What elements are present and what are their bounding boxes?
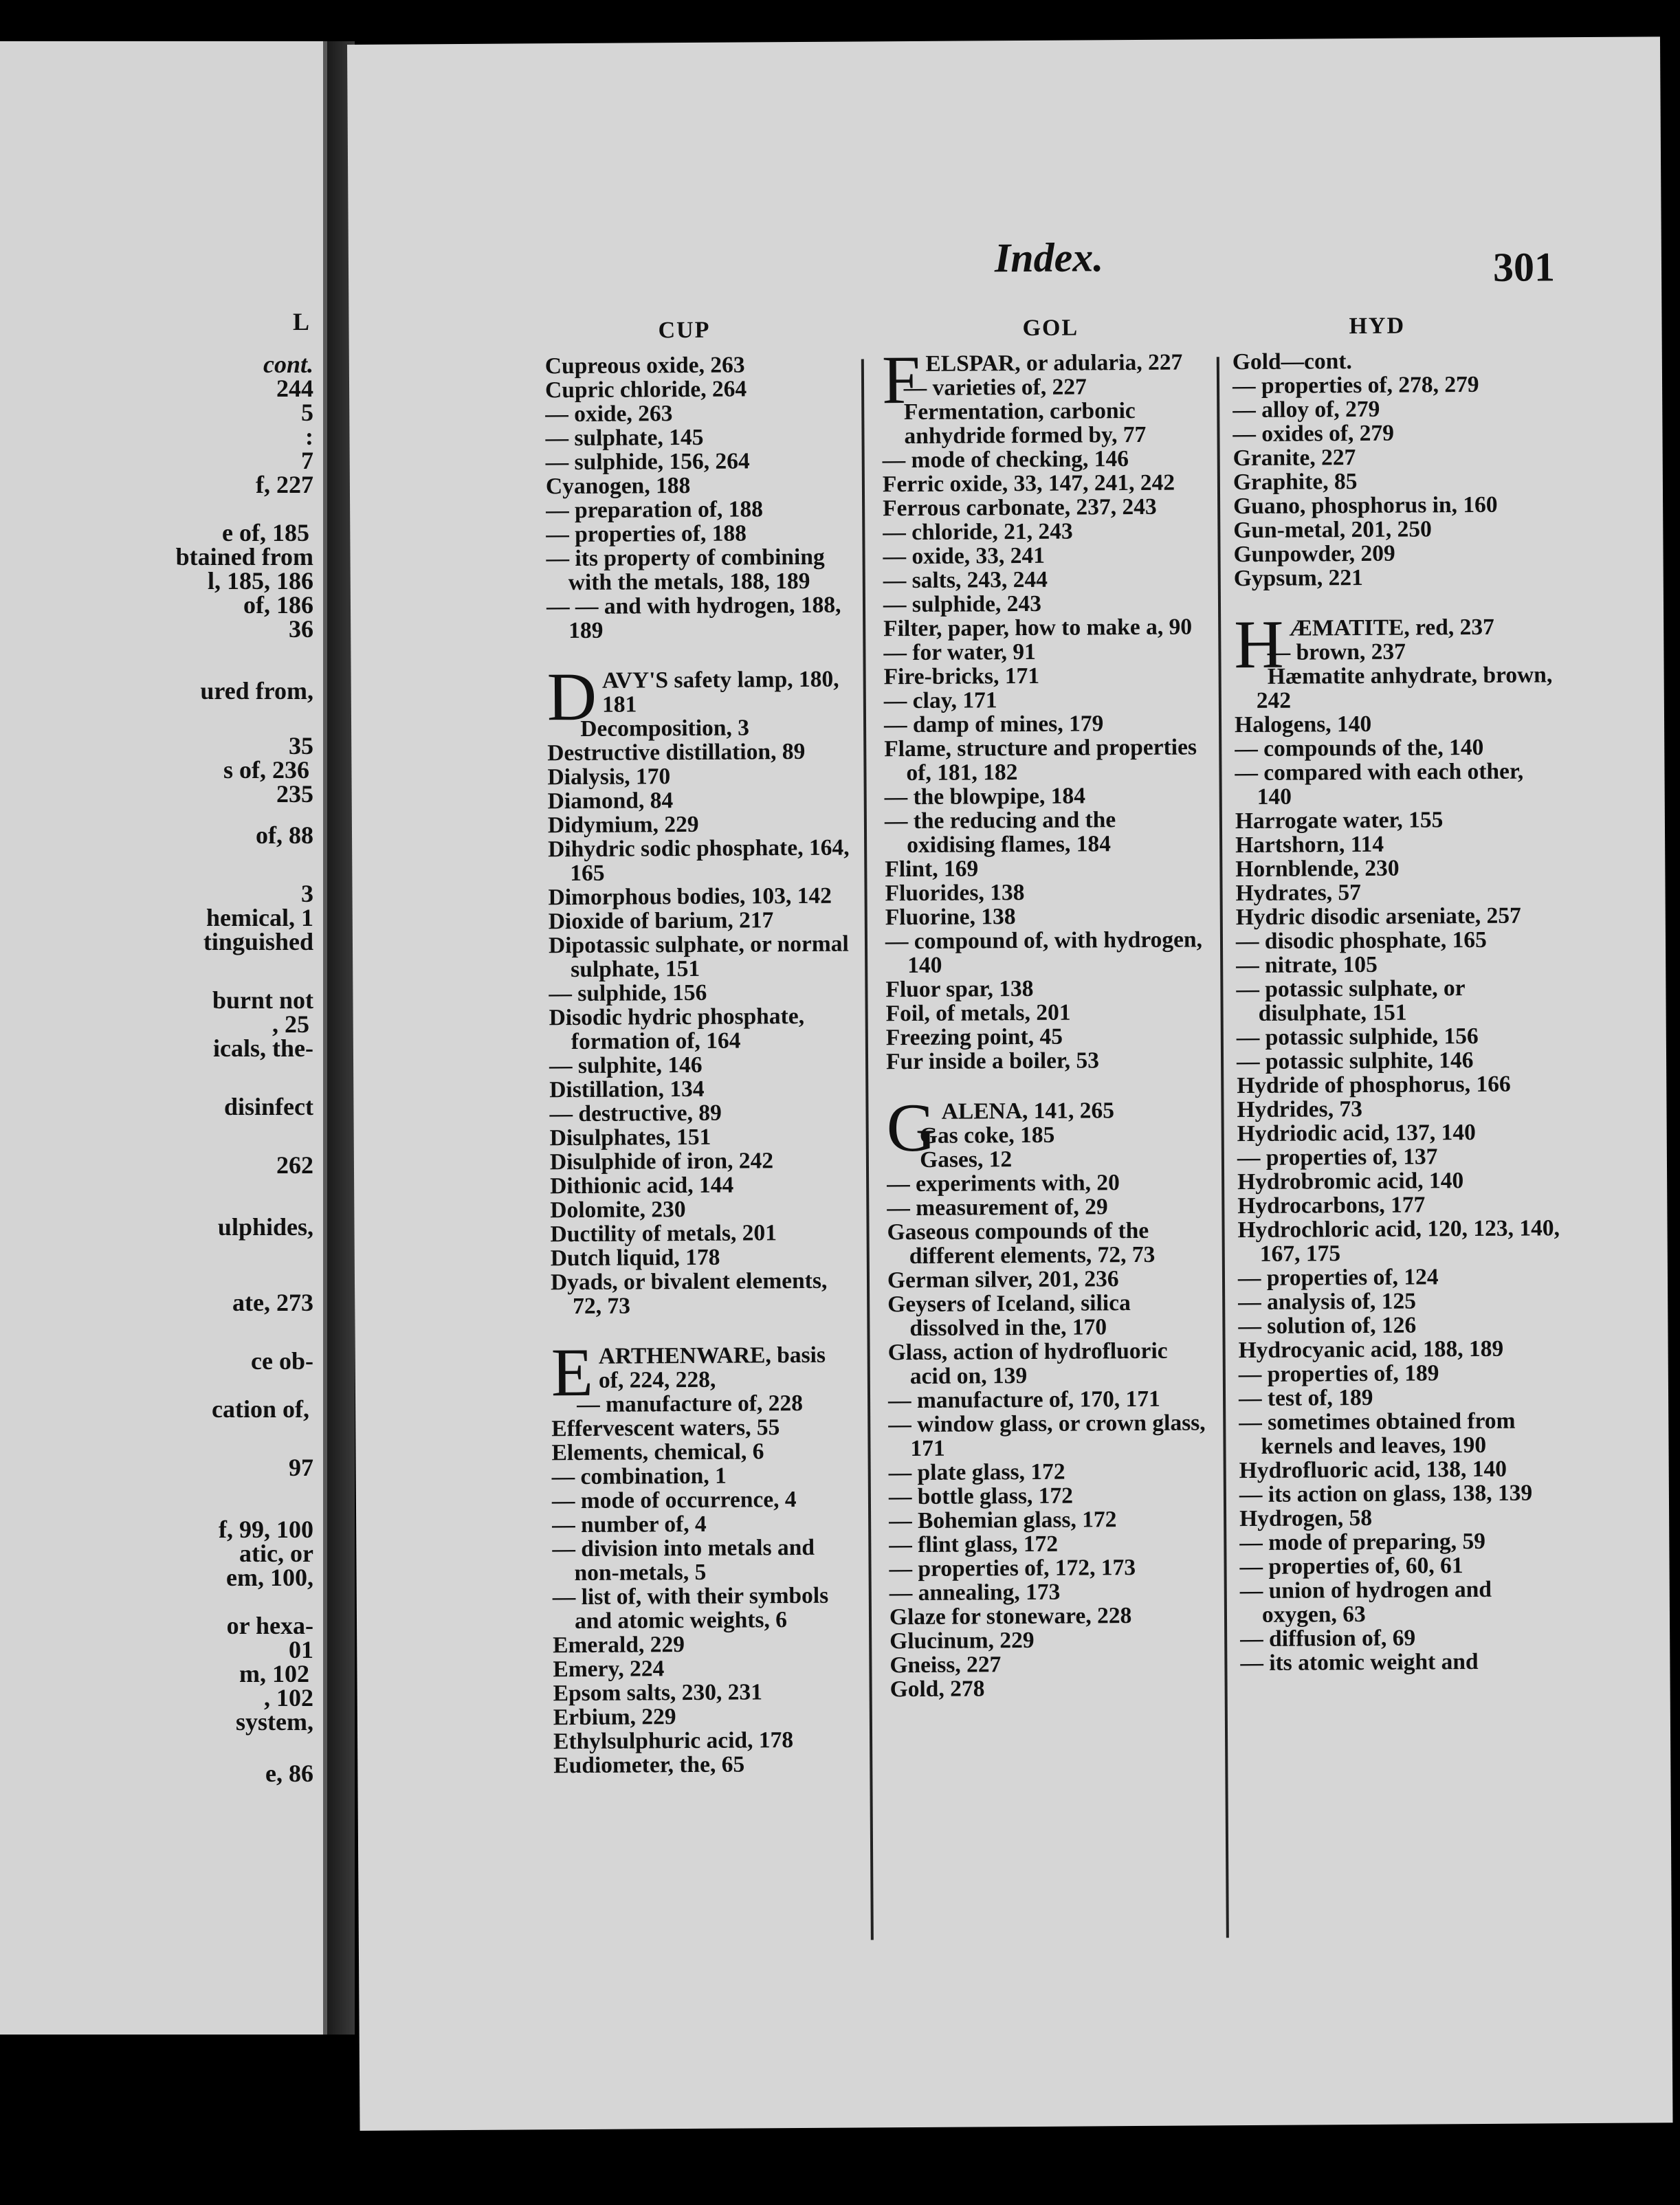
- index-entry: Filter, paper, how to make a, 90: [883, 614, 1193, 642]
- index-entry: Emery, 224: [553, 1656, 665, 1683]
- index-entry: — chloride, 21, 243: [883, 518, 1073, 546]
- previous-page-text: of, 186: [243, 591, 313, 619]
- index-entry: Fire-bricks, 171: [883, 663, 1040, 690]
- index-entry: Dipotassic sulphate, or normal sulphate, 151: [548, 931, 849, 983]
- previous-page-text: 36: [289, 615, 313, 643]
- index-entry: German silver, 201, 236: [887, 1266, 1119, 1294]
- index-entry: — compounds of the, 140: [1235, 734, 1484, 762]
- index-entry: — annealing, 173: [889, 1579, 1061, 1606]
- previous-page-fragment: [0, 41, 327, 2035]
- index-entry: — oxide, 33, 241: [883, 542, 1046, 570]
- previous-page-text: or hexa-: [226, 1612, 313, 1639]
- index-entry: Fluorine, 138: [885, 904, 1016, 931]
- index-entry: Harrogate water, 155: [1235, 807, 1444, 834]
- index-entry: — clay, 171: [883, 687, 997, 714]
- index-entry: — test of, 189: [1238, 1384, 1373, 1412]
- index-entry: — the blowpipe, 184: [884, 783, 1086, 810]
- previous-page-text: atic, or: [239, 1540, 313, 1567]
- previous-page-text: btained from: [175, 543, 313, 570]
- page-number: 301: [1492, 244, 1556, 290]
- previous-page-text: ulphides,: [217, 1213, 313, 1241]
- drop-cap-letter: G: [886, 1089, 937, 1166]
- previous-page-text: 262: [276, 1151, 313, 1179]
- index-entry: — experiments with, 20: [887, 1170, 1120, 1197]
- previous-page-text: ce ob-: [251, 1347, 313, 1375]
- previous-page-text: ured from,: [200, 677, 313, 705]
- previous-page-text: 244: [276, 375, 313, 402]
- index-entry: — alloy of, 279: [1233, 396, 1380, 423]
- index-entry: — bottle glass, 172: [888, 1483, 1074, 1510]
- index-entry: Destructive distillation, 89: [547, 738, 806, 766]
- column-heading-3: HYD: [1349, 313, 1406, 340]
- index-entry: Eudiometer, the, 65: [553, 1751, 745, 1779]
- index-entry: — properties of, 189: [1238, 1360, 1439, 1388]
- drop-cap-letter: F: [881, 341, 920, 419]
- index-entry: — analysis of, 125: [1238, 1288, 1417, 1316]
- index-entry: Gold, 278: [889, 1676, 985, 1703]
- index-entry: Emerald, 229: [553, 1632, 685, 1659]
- index-entry: Gold—cont.: [1232, 348, 1352, 375]
- index-entry: Glass, action of hydrofluoric acid on, 139: [887, 1338, 1168, 1390]
- index-entry: — window glass, or crown glass, 171: [888, 1410, 1206, 1462]
- index-entry: — union of hydrogen and oxygen, 63: [1239, 1576, 1492, 1628]
- index-page: [347, 36, 1673, 2131]
- index-entry: — properties of, 278, 279: [1232, 371, 1479, 399]
- previous-page-text: 7: [301, 447, 313, 474]
- index-entry: — the reducing and the oxidising flames, 184: [884, 807, 1116, 858]
- index-entry: Hydrocyanic acid, 188, 189: [1238, 1336, 1504, 1364]
- index-entry: Flint, 169: [885, 856, 979, 883]
- index-entry: — destructive, 89: [549, 1100, 722, 1127]
- index-entry: — varieties of, 227: [903, 374, 1087, 401]
- previous-page-text: 5: [301, 399, 313, 426]
- index-column-3: [1233, 348, 1564, 1675]
- index-entry: Hydrofluoric acid, 138, 140: [1239, 1456, 1507, 1484]
- index-entry: Hydrocarbons, 177: [1237, 1192, 1426, 1219]
- previous-page-text: cation of,: [212, 1395, 309, 1423]
- index-entry: Hydrobromic acid, 140: [1237, 1168, 1464, 1195]
- previous-page-text: disinfect: [224, 1093, 313, 1120]
- running-head: Index.: [994, 234, 1104, 281]
- letter-section: [1234, 606, 1563, 1676]
- index-entry: Didymium, 229: [547, 811, 699, 839]
- index-entry: Hornblende, 230: [1235, 855, 1400, 883]
- index-entry: — potassic sulphite, 146: [1236, 1048, 1474, 1075]
- index-entry: Fluor spar, 138: [885, 975, 1034, 1003]
- previous-page-text: 235: [276, 780, 313, 808]
- previous-page-text: s of, 236: [223, 756, 309, 784]
- index-entry: — its action on glass, 138, 139: [1239, 1480, 1533, 1508]
- previous-page-text: L: [292, 308, 309, 335]
- index-entry: — mode of occurrence, 4: [551, 1487, 797, 1514]
- previous-page-text: m, 102: [239, 1660, 309, 1687]
- index-entry: — properties of, 188: [546, 520, 747, 548]
- index-entry: — Bohemian glass, 172: [889, 1507, 1117, 1534]
- index-entry: ELSPAR, or adularia, 227: [925, 349, 1183, 377]
- previous-page-text: , 102: [264, 1684, 313, 1711]
- drop-cap-letter: E: [551, 1333, 594, 1411]
- index-entry: Glaze for stoneware, 228: [889, 1603, 1132, 1630]
- index-entry: Disulphates, 151: [549, 1124, 711, 1151]
- letter-section: [881, 341, 1209, 1075]
- index-entry: Dutch liquid, 178: [550, 1244, 720, 1272]
- column-heading-1: CUP: [658, 317, 711, 344]
- index-entry: — its property of combining with the metals, 188, 189: [546, 544, 825, 596]
- index-entry: ÆMATITE, red, 237: [1289, 614, 1494, 641]
- index-entry: Epsom salts, 230, 231: [553, 1679, 763, 1707]
- index-entry: Geysers of Iceland, silica dissolved in the, 170: [887, 1290, 1131, 1342]
- index-entry: Cupreous oxide, 263: [544, 352, 745, 379]
- index-entry: — diffusion of, 69: [1240, 1625, 1416, 1652]
- index-entry: Erbium, 229: [553, 1704, 676, 1731]
- index-entry: — salts, 243, 244: [883, 566, 1048, 594]
- index-entry: Gypsum, 221: [1233, 564, 1363, 592]
- index-entry: — preparation of, 188: [546, 496, 764, 524]
- index-entry: — sulphide, 243: [883, 590, 1042, 618]
- index-entry: — sulphide, 156: [549, 979, 707, 1007]
- index-entry: — measurement of, 29: [887, 1194, 1108, 1221]
- index-entry: — combination, 1: [551, 1463, 727, 1490]
- index-entry: Granite, 227: [1233, 445, 1356, 472]
- index-entry: Cyanogen, 188: [545, 472, 691, 500]
- index-entry: — oxides of, 279: [1233, 420, 1395, 447]
- index-entry: Distillation, 134: [549, 1076, 705, 1103]
- previous-page-text: e, 86: [265, 1760, 313, 1787]
- previous-page-text: f, 227: [256, 471, 313, 498]
- previous-page-text: , 25: [272, 1010, 309, 1038]
- index-entry: — flint glass, 172: [889, 1531, 1059, 1558]
- letter-section: [1233, 348, 1557, 590]
- index-entry: — properties of, 60, 61: [1239, 1553, 1463, 1580]
- index-entry: Cupric chloride, 264: [544, 376, 747, 403]
- index-entry: Hydriodic acid, 137, 140: [1237, 1120, 1476, 1147]
- previous-page-text: 97: [289, 1454, 313, 1481]
- index-entry: Disodic hydric phosphate, formation of, 164: [549, 1003, 805, 1055]
- letter-section: [545, 353, 850, 643]
- previous-page-text: em, 100,: [226, 1564, 313, 1591]
- index-entry: Gunpowder, 209: [1233, 540, 1395, 568]
- previous-page-text: tinguished: [203, 928, 313, 955]
- index-entry: Dithionic acid, 144: [550, 1172, 734, 1199]
- index-entry: — compound of, with hydrogen, 140: [885, 927, 1203, 979]
- index-entry: Ductility of metals, 201: [550, 1220, 777, 1248]
- index-entry: Halogens, 140: [1234, 711, 1372, 738]
- index-entry: Dolomite, 230: [550, 1197, 686, 1223]
- index-entry: AVY'S safety lamp, 180, 181: [601, 666, 839, 718]
- index-entry: — sulphite, 146: [549, 1052, 703, 1079]
- index-entry: — properties of, 124: [1237, 1264, 1439, 1292]
- index-entry: Elements, chemical, 6: [551, 1439, 764, 1466]
- index-entry: Glucinum, 229: [889, 1627, 1035, 1654]
- index-entry: Dioxide of barium, 217: [548, 907, 774, 935]
- index-entry: — number of, 4: [552, 1511, 707, 1538]
- index-entry: Effervescent waters, 55: [551, 1415, 780, 1442]
- index-entry: — properties of, 172, 173: [889, 1555, 1136, 1582]
- index-entry: Ethylsulphuric acid, 178: [553, 1727, 794, 1755]
- previous-page-text: l, 185, 186: [207, 567, 313, 595]
- index-entry: Ferrous carbonate, 237, 243: [883, 494, 1157, 522]
- index-entry: Hydrides, 73: [1237, 1096, 1363, 1123]
- drop-cap-letter: H: [1234, 606, 1284, 683]
- previous-page-text: hemical, 1: [206, 904, 313, 931]
- index-entry: ALENA, 141, 265: [941, 1098, 1115, 1124]
- previous-page-text: 3: [301, 880, 313, 907]
- letter-section: [886, 1089, 1213, 1703]
- index-entry: Gas coke, 185: [919, 1122, 1055, 1149]
- index-entry: Gases, 12: [920, 1146, 1013, 1173]
- index-entry: Fur inside a boiler, 53: [885, 1048, 1100, 1075]
- index-entry: — manufacture of, 170, 171: [887, 1386, 1160, 1414]
- index-entry: Dialysis, 170: [547, 764, 671, 790]
- index-entry: Hydrates, 57: [1235, 880, 1362, 907]
- index-entry: Decomposition, 3: [580, 715, 750, 742]
- index-entry: Freezing point, 45: [885, 1023, 1063, 1051]
- index-entry: Hydrogen, 58: [1239, 1505, 1373, 1532]
- index-entry: Hydrochloric acid, 120, 123, 140, 167, 175: [1237, 1215, 1560, 1267]
- index-entry: — compared with each other, 140: [1235, 758, 1524, 810]
- index-entry: — mode of checking, 146: [882, 446, 1129, 474]
- column-heading-2: GOL: [1022, 315, 1079, 342]
- previous-page-text: f, 99, 100: [219, 1516, 313, 1543]
- index-entry: Gun-metal, 201, 250: [1233, 516, 1432, 544]
- index-entry: Gneiss, 227: [889, 1652, 1002, 1678]
- index-entry: — brown, 237: [1267, 639, 1406, 665]
- index-entry: Hydride of phosphorus, 166: [1237, 1071, 1511, 1099]
- index-entry: Diamond, 84: [547, 788, 674, 815]
- index-column-1: [545, 353, 856, 1778]
- index-entry: — sulphide, 156, 264: [545, 448, 750, 476]
- index-entry: Hartshorn, 114: [1235, 831, 1384, 858]
- index-entry: — solution of, 126: [1238, 1312, 1417, 1340]
- index-entry: Flame, structure and properties of, 181, 182: [884, 734, 1197, 786]
- column-rule-1: [861, 359, 874, 1940]
- previous-page-text: 35: [289, 732, 313, 760]
- index-entry: — mode of preparing, 59: [1239, 1528, 1486, 1556]
- previous-page-text: e of, 185: [222, 519, 309, 546]
- index-entry: — sometimes obtained from kernels and leaves, 190: [1239, 1408, 1516, 1459]
- index-entry: Disulphide of iron, 242: [549, 1148, 774, 1175]
- drop-cap-letter: D: [546, 658, 597, 735]
- index-entry: Graphite, 85: [1233, 469, 1358, 496]
- letter-section: [551, 1333, 856, 1779]
- index-entry: — for water, 91: [883, 639, 1036, 666]
- previous-page-text: ate, 273: [232, 1289, 313, 1316]
- previous-page-text: of, 88: [256, 821, 313, 849]
- index-entry: — nitrate, 105: [1236, 951, 1378, 979]
- index-entry: — disodic phosphate, 165: [1235, 927, 1487, 955]
- index-entry: — manufacture of, 228: [577, 1390, 804, 1417]
- letter-section: [546, 658, 854, 1320]
- index-entry: — sulphate, 145: [545, 424, 704, 452]
- index-entry: — oxide, 263: [545, 401, 673, 428]
- index-entry: Dyads, or bivalent elements, 72, 73: [550, 1267, 828, 1320]
- index-entry: Hæmatite anhydrate, brown, 242: [1256, 662, 1553, 713]
- index-entry: Dimorphous bodies, 103, 142: [548, 883, 832, 911]
- index-entry: — potassic sulphide, 156: [1236, 1023, 1479, 1051]
- index-entry: — properties of, 137: [1237, 1144, 1438, 1171]
- index-entry: Fluorides, 138: [885, 880, 1025, 907]
- column-rule-2: [1217, 357, 1229, 1938]
- index-entry: Dihydric sodic phosphate, 164, 165: [548, 834, 850, 887]
- index-entry: — plate glass, 172: [888, 1459, 1065, 1486]
- index-column-2: [881, 341, 1213, 1703]
- index-entry: Ferric oxide, 33, 147, 241, 242: [882, 469, 1175, 498]
- index-entry: Guano, phosphorus in, 160: [1233, 491, 1498, 520]
- index-entry: — list of, with their symbols and atomic weights, 6: [552, 1582, 829, 1635]
- index-entry: — division into metals and non-metals, 5: [552, 1534, 815, 1586]
- previous-page-text: 01: [289, 1636, 313, 1663]
- previous-page-text: burnt not: [212, 986, 313, 1014]
- previous-page-text: system,: [236, 1708, 313, 1736]
- previous-page-text: cont.: [263, 351, 313, 378]
- index-entry: Fermentation, carbonic anhydride formed by, 77: [903, 398, 1147, 450]
- previous-page-text: :: [305, 423, 313, 450]
- index-entry: — — and with hydrogen, 188, 189: [546, 592, 841, 644]
- previous-page-text: icals, the-: [213, 1034, 313, 1062]
- index-entry: Foil, of metals, 201: [885, 999, 1071, 1027]
- index-entry: Hydric disodic arseniate, 257: [1235, 902, 1521, 931]
- index-entry: — potassic sulphate, or disulphate, 151: [1236, 975, 1466, 1026]
- index-entry: — its atomic weight and: [1240, 1648, 1479, 1676]
- index-entry: ARTHENWARE, basis of, 224, 228,: [598, 1342, 826, 1393]
- index-entry: Gaseous compounds of the different elements, 72, 73: [887, 1217, 1156, 1270]
- index-entry: — damp of mines, 179: [883, 711, 1104, 738]
